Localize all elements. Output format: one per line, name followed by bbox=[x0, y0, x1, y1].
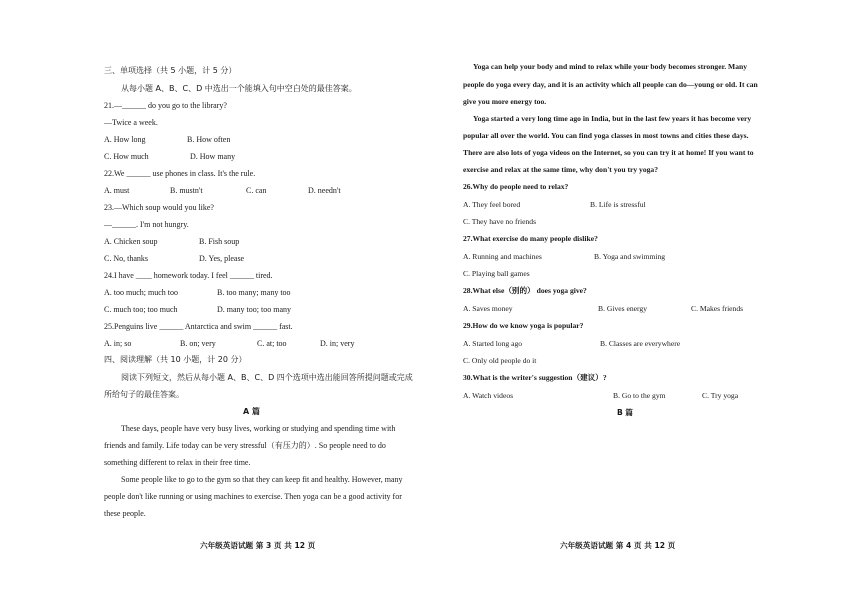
passage-b-title: B 篇 bbox=[617, 408, 634, 417]
q23-option-c: C. No, thanks bbox=[104, 254, 148, 263]
question-27: 27.What exercise do many people dislike? bbox=[463, 234, 598, 243]
q21-option-b: B. How often bbox=[187, 135, 231, 144]
q25-option-b: B. on; very bbox=[180, 339, 216, 348]
section4-instructions-line1: 阅读下列短文，然后从每小题 A、B、C、D 四个选项中选出能回答所提问题或完成 bbox=[121, 373, 413, 382]
question-30: 30.What is the writer's suggestion（建议）? bbox=[463, 373, 607, 382]
question-25: 25.Penguins live ______ Antarctica and swim ______ fast. bbox=[104, 322, 293, 331]
question-28: 28.What else（别的） does yoga give? bbox=[463, 286, 587, 295]
q30-option-c: C. Try yoga bbox=[702, 391, 739, 400]
passage-line2: people do yoga every day, and it is an activity which all people can do—young or old. It can bbox=[463, 80, 758, 89]
q29-option-c: C. Only old people do it bbox=[463, 356, 537, 365]
q26-option-c: C. They have no friends bbox=[463, 217, 537, 226]
q25-option-c: C. at; too bbox=[257, 339, 287, 348]
q24-option-b: B. too many; many too bbox=[217, 288, 291, 297]
passage-a-line2: friends and family. Life today can be very stressful（有压力的）. So people need to do bbox=[104, 441, 386, 450]
q27-option-a: A. Running and machines bbox=[463, 252, 542, 261]
q30-option-a: A. Watch videos bbox=[463, 391, 514, 400]
q26-option-b: B. Life is stressful bbox=[590, 200, 646, 209]
q21-option-a: A. How long bbox=[104, 135, 146, 144]
q22-option-b: B. mustn't bbox=[170, 186, 203, 195]
q23-option-a: A. Chicken soup bbox=[104, 237, 158, 246]
section4-instructions-line2: 所给句子的最佳答案。 bbox=[104, 390, 184, 399]
q22-option-a: A. must bbox=[104, 186, 130, 195]
q30-option-b: B. Go to the gym bbox=[613, 391, 666, 400]
passage-line7: exercise and relax at the same time, why don't you try yoga? bbox=[463, 165, 659, 174]
question-22: 22.We ______ use phones in class. It's the rule. bbox=[104, 169, 256, 178]
q22-option-c: C. can bbox=[246, 186, 267, 195]
question-21-reply: —Twice a week. bbox=[104, 118, 158, 127]
q29-option-a: A. Started long ago bbox=[463, 339, 523, 348]
passage-line1: Yoga can help your body and mind to relax while your body becomes stronger. Many bbox=[473, 62, 748, 71]
q29-option-b: B. Classes are everywhere bbox=[600, 339, 681, 348]
question-21: 21.—______ do you go to the library? bbox=[104, 101, 227, 110]
q27-option-c: C. Playing ball games bbox=[463, 269, 530, 278]
q27-option-b: B. Yoga and swimming bbox=[594, 252, 666, 261]
q23-option-b: B. Fish soup bbox=[199, 237, 240, 246]
page-footer-3: 六年级英语试题 第 3 页 共 12 页 bbox=[200, 541, 316, 550]
question-24: 24.I have ____ homework today. I feel ______ tired. bbox=[104, 271, 273, 280]
question-23-reply: —______. I'm not hungry. bbox=[104, 220, 189, 229]
passage-line6: There are also lots of yoga videos on the Internet, so you can try it at home! If you want to bbox=[463, 148, 754, 157]
section3-instructions: 从每小题 A、B、C、D 中选出一个能填入句中空白处的最佳答案。 bbox=[121, 84, 357, 93]
passage-a-line4: Some people like to go to the gym so that they can keep fit and healthy. However, many bbox=[121, 475, 403, 484]
section4-title: 四、阅读理解（共 10 小题，计 20 分） bbox=[104, 355, 247, 364]
q28-option-b: B. Gives energy bbox=[598, 304, 647, 313]
q26-option-a: A. They feel bored bbox=[463, 200, 521, 209]
q24-option-a: A. too much; much too bbox=[104, 288, 178, 297]
q25-option-a: A. in; so bbox=[104, 339, 132, 348]
q25-option-d: D. in; very bbox=[320, 339, 355, 348]
passage-a-line6: these people. bbox=[104, 509, 146, 518]
q28-option-a: A. Saves money bbox=[463, 304, 513, 313]
passage-a-title: A 篇 bbox=[243, 407, 260, 416]
passage-a-line3: something different to relax in their free time. bbox=[104, 458, 251, 467]
passage-a-line1: These days, people have very busy lives, working or studying and spending time with bbox=[121, 424, 396, 433]
q21-option-c: C. How much bbox=[104, 152, 149, 161]
q28-option-c: C. Makes friends bbox=[691, 304, 744, 313]
q21-option-d: D. How many bbox=[190, 152, 236, 161]
question-29: 29.How do we know yoga is popular? bbox=[463, 321, 584, 330]
question-26: 26.Why do people need to relax? bbox=[463, 182, 569, 191]
page-footer-4: 六年级英语试题 第 4 页 共 12 页 bbox=[560, 541, 676, 550]
passage-line4: Yoga started a very long time ago in India, but in the last few years it has become very bbox=[473, 114, 752, 123]
passage-a-line5: people don't like running or using machines to exercise. Then yoga can be a good activity for bbox=[104, 492, 402, 501]
q24-option-d: D. many too; too many bbox=[217, 305, 291, 314]
q23-option-d: D. Yes, please bbox=[199, 254, 245, 263]
passage-line3: give you more energy too. bbox=[463, 97, 547, 106]
passage-line5: popular all over the world. You can find yoga classes in most towns and cities these days. bbox=[463, 131, 749, 140]
q24-option-c: C. much too; too much bbox=[104, 305, 178, 314]
question-23: 23.—Which soup would you like? bbox=[104, 203, 214, 212]
q22-option-d: D. needn't bbox=[308, 186, 341, 195]
section3-title: 三、单项选择（共 5 小题，计 5 分） bbox=[104, 66, 237, 75]
